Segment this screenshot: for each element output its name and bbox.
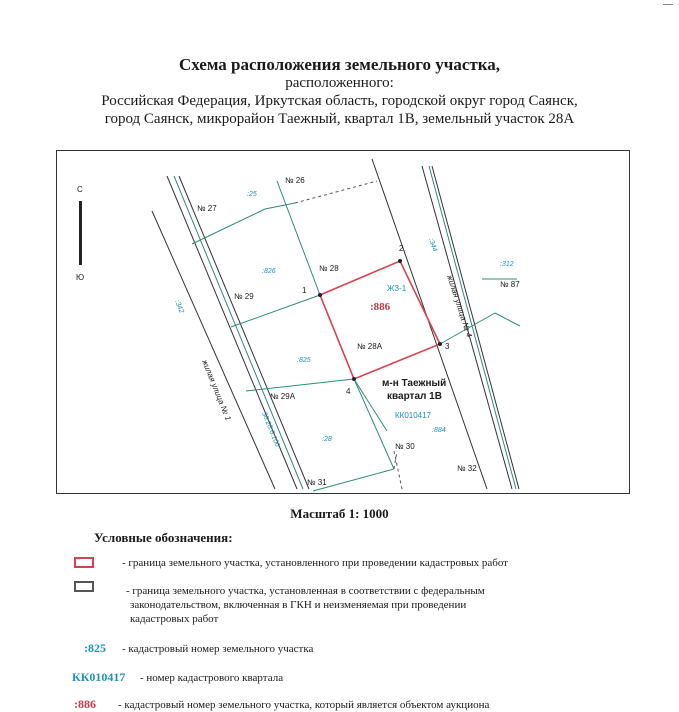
- parcel-27-label: № 27: [197, 204, 217, 213]
- street-left-label: жилая улица № 1: [200, 358, 233, 422]
- legend-cad-code: :825: [84, 641, 106, 655]
- legend-title: Условные обозначения:: [94, 530, 233, 545]
- legend-kk-text: - номер кадастрового квартала: [140, 672, 284, 684]
- quarter-code-label: КК010417: [395, 411, 432, 420]
- map-frame: [56, 150, 630, 494]
- cad-312-label: :312: [500, 261, 514, 268]
- cad-28-label: :28: [322, 436, 332, 443]
- cad-100-label: 38:28:6:100: [260, 411, 281, 449]
- title: Схема расположения земельного участка,: [178, 55, 501, 74]
- parcel-30-label: № 30: [395, 442, 415, 451]
- zone-label: ЖЗ-1: [387, 284, 407, 293]
- cad-344-label: :344: [427, 237, 438, 253]
- point-4-label: 4: [346, 387, 351, 396]
- parcel-87-label: № 87: [500, 280, 520, 289]
- south-label: Ю: [76, 273, 85, 282]
- district-line-2: квартал 1В: [387, 391, 442, 402]
- legend-red-swatch: [74, 557, 94, 568]
- legend-target-text: - кадастровый номер земельного участка, который является объектом аукциона: [118, 699, 490, 711]
- parcel-31-label: № 31: [307, 478, 327, 487]
- point-2-label: 2: [399, 244, 404, 253]
- parcel-28a-label: № 28А: [357, 342, 383, 351]
- point-1-label: 1: [302, 286, 307, 295]
- cad-825-label: :825: [297, 357, 311, 364]
- dashed-lines: [295, 181, 402, 489]
- legend-target-code: :886: [74, 697, 96, 711]
- cad-884-label: :884: [432, 427, 446, 434]
- legend-cad-text: - кадастровый номер земельного участка: [122, 643, 314, 655]
- cad-25-label: :25: [247, 191, 257, 198]
- legend-gray-text-2: законодательством, включенная в ГКН и неизменяемая при проведении: [130, 599, 467, 611]
- corner-mark: [663, 4, 673, 8]
- left-street-lines: [152, 176, 309, 489]
- legend-gray-swatch: [74, 581, 94, 592]
- legend-kk-code: КК010417: [72, 670, 126, 684]
- right-street-teal-line: [429, 166, 516, 489]
- header: [0, 56, 679, 128]
- point-3-label: 3: [445, 342, 450, 351]
- scale-label: Масштаб 1: 1000: [290, 506, 389, 521]
- cadastral-map: [57, 151, 629, 493]
- left-street-teal-line: [174, 176, 303, 489]
- cad-826-label: :826: [262, 268, 276, 275]
- parcel-29-label: № 29: [234, 292, 254, 301]
- target-parcel-boundary: [320, 261, 440, 379]
- legend-red-text: - граница земельного участка, установленного при проведении кадастровых работ: [122, 557, 508, 569]
- parcel-26-label: № 26: [285, 176, 305, 185]
- target-cad-label: :886: [370, 301, 391, 313]
- legend-gray-text-1: - граница земельного участка, установленная в соответствии с федеральным: [126, 585, 485, 597]
- street-right-label: жилая улица № 4: [445, 273, 474, 339]
- legend-gray-text-3: кадастровых работ: [130, 613, 219, 625]
- right-street-lines: [372, 159, 519, 489]
- parcel-32-label: № 32: [457, 464, 477, 473]
- north-label: С: [77, 185, 83, 194]
- parcel-28-label: № 28: [319, 264, 339, 273]
- boundary-points: [318, 259, 442, 381]
- address-line-3: город Саянск, микрорайон Таежный, квартал 1В, земельный участок 28А: [104, 111, 575, 127]
- address-line-2: Российская Федерация, Иркутская область, городской округ город Саянск,: [101, 93, 578, 109]
- address-line-1: расположенного:: [285, 75, 394, 91]
- district-line-1: м-н Таежный: [382, 378, 447, 389]
- parcel-29a-label: № 29А: [270, 392, 296, 401]
- cad-342-label: :342: [173, 299, 185, 315]
